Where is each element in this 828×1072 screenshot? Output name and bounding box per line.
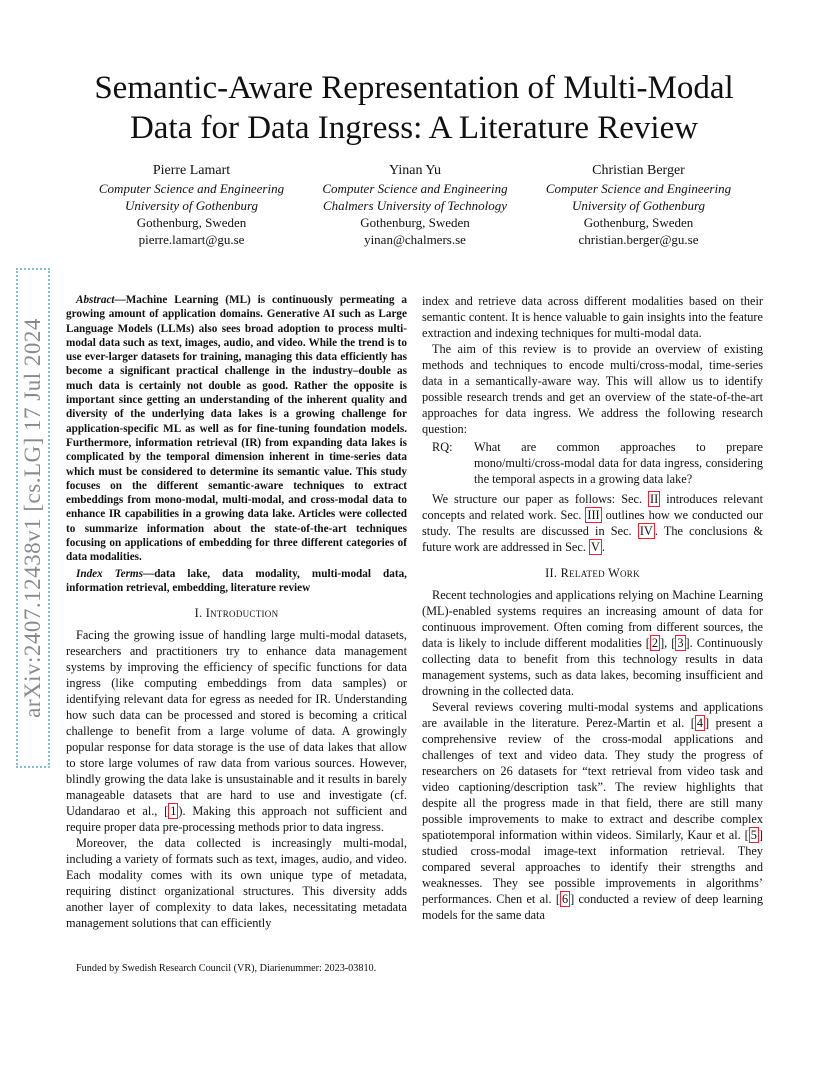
author-department: Computer Science and Engineering [98, 181, 285, 196]
section-ref-link[interactable]: IV [639, 524, 653, 538]
text-run: . [601, 540, 605, 554]
text-run: . The conclusions & future work are addressed in Sec. [422, 524, 763, 554]
citation-link[interactable]: 1 [170, 804, 177, 819]
abstract-text: —Machine Learning (ML) is continuously permeating a growing amount of application domains. Generative AI such as Large Language Models (LLMs) also sees broad adoption to process multi-modal data such as text, images, audio, and video. While the trend is to use ever-larger datasets for training, managing this data efficiently has become a significant practical challenge in the industry–double as much data is certainly not double as good. Rather the opposite is important since getting an understanding of the inherent quality and diversity of the underlying data lakes is a growing challenge for application-specific ML as well as for fine-tuning foundation models. Furthermore, information retrieval (IR) from expanding data lakes is complicated by the temporal dimension inherent in time-series data which must be considered to determine its semantic value. This study focuses on the different semantic-aware techniques to extract embeddings from mono-modal, multi-modal, and cross-modal data to enhance IR capabilities in a growing data lake. Articles were collected to summarize information about the state-of-the-art techniques focusing on applications of embedding for three different categories of data modalities. [66, 294, 407, 564]
citation-link[interactable]: 2 [651, 636, 659, 650]
text-run: outlines how we conducted our study. The results are discussed in Sec. [422, 508, 763, 538]
arxiv-stamp-link[interactable] [16, 268, 50, 768]
text-run: conducted a review of deep learning models for the same data [422, 892, 763, 922]
author-city: Gothenburg, Sweden [583, 215, 694, 230]
author-city: Gothenburg, Sweden [136, 215, 247, 230]
related-paragraph-2: Several reviews covering multi-modal systems and applications are available in the literature. Perez-Martin et al. [ 4 ] present a comprehensive review of the cross-modal applications and challenges of text and video data. They study the progress of researchers on 26 datasets for “text retrieval from video task and video captioning/description task”. The review highlights that despite all the progress made in that field, there are still many possible improvements to make to extract and describe complex spatiotemporal information within videos. Similarly, Kaur et al. [ 5 ] studied cross-modal image-text information retrieval. They compared several approaches to identify their strengths and weaknesses. They see possible improvements in algorithms’ performances. Chen et al. [ 6 ] conducted a review of deep learning models for the same data [422, 700, 763, 922]
author-university: University of Gothenburg [124, 198, 259, 213]
author-university: Chalmers University of Technology [322, 198, 508, 213]
text-run: , [664, 636, 672, 650]
related-paragraph-1: Recent technologies and applications relying on Machine Learning (ML)-enabled systems requires an increasing amount of data for continuous improvement. Often coming from different sources, the data is likely to include different modalities [ 2 ], [ 3 ]. Continuously collecting data to benefit from this technology results in data management systems, such as data lakes, becoming insufficient and drowning in the collected data. [422, 588, 763, 698]
index-terms [66, 567, 407, 596]
intro-paragraph-3: The aim of this review is to provide an overview of existing methods and techniques to encode multi/cross-modal, time-series data in a semantically-aware way. This will allow us to identify possible research trends and get an overview of the state-of-the-art approaches for data ingress. We address the following research question: [422, 342, 763, 436]
author-block [80, 162, 750, 248]
intro-paragraph-2: Moreover, the data collected is increasingly multi-modal, including a variety of formats such as text, images, audio, and video. Each modality comes with its own unique type of metadata, requiring distinct organizational structures. This diversity adds another layer of complexity to data lakes, necessitating metadata management solutions that can efficiently [66, 836, 407, 931]
intro-paragraph-1: Facing the growing issue of handling large multi-modal datasets, researchers and practitioners try to enhance data management systems by improving the efficiency of specific functions for data ingress (like computing embeddings from data samples) or identifying relevant data for egress as needed for IR. Understanding how such data can be processed and stored is becoming a critical challenge to benefit from a large volume of data. A growingly popular response for data storage is the use of data lakes that allow to store large volumes of raw data from various sources. However, blindly growing the data lake is unsustainable and it results in barely manageable datasets that are hard to use and investigate (cf. Udandarao et al., [ 1 ). Making this approach not sufficient and require proper data pre-processing methods prior to data ingress. [66, 628, 407, 835]
author-department: Computer Science and Engineering [545, 181, 732, 196]
intro-paragraph-4 [422, 491, 763, 555]
author-name: Yinan Yu [389, 163, 441, 178]
abstract-label: Abstract [76, 294, 115, 306]
text-run: introduces relevant concepts and related work. Sec. [422, 492, 763, 522]
paper-title: Semantic-Aware Representation of Multi-Modal Data for Data Ingress: A Literature Review [94, 70, 734, 146]
citation-link[interactable]: 4 [696, 716, 704, 730]
text-run: ). Making this approach not sufficient and require proper data pre-processing methods prior to data ingress. [66, 804, 407, 835]
text-run: present a comprehensive review of the cross-modal applications and challenges of text and video data. They study the progress of researchers on 26 datasets for “text retrieval from video task and video captioning/description task”. The review highlights that despite all the progress made in that field, there are still many possible improvements to make to extract and describe complex spatiotemporal information within videos. Similarly, Kaur et al. [422, 716, 763, 842]
citation-link[interactable]: 5 [750, 828, 757, 842]
text-run: Facing the growing issue of handling large multi-modal datasets, researchers and practitioners try to enhance data management systems by improving the efficiency of specific functions for data ingress (like computing embeddings from data samples) or identifying relevant data for egress as needed for IR. Understanding how such data can be processed and stored is becoming a critical challenge to benefit from a large volume of data. A growingly popular response for data storage is the use of data lakes that allow to store large volumes of raw data from various sources. However, blindly growing the data lake is unsustainable and it results in barely manageable datasets that are hard to use and investigate (cf. Udandarao et al., [66, 628, 407, 819]
author-name: Pierre Lamart [152, 163, 231, 178]
author-2 [304, 162, 527, 248]
author-email: pierre.lamart@gu.se [138, 232, 245, 247]
text-run: studied cross-modal image-text information retrieval. They compared several approaches to identify their strengths and weaknesses. They see possible improvements in algorithms’ performances. Chen et al. [422, 844, 763, 906]
section-ref-link[interactable]: II [650, 492, 659, 506]
index-terms-text: —data lake, data modality, multi-modal data, information retrieval, embedding, literature review [66, 567, 407, 594]
rq-text: What are common approaches to prepare mono/multi/cross-modal data for data ingress, considering the temporal aspects in a growing data lake? [474, 440, 763, 486]
author-email: yinan@chalmers.se [364, 232, 466, 247]
left-column [66, 293, 407, 931]
author-university: University of Gothenburg [571, 198, 706, 213]
funding-footnote: Funded by Swedish Research Council (VR), Diarienummer: 2023-03810. [76, 963, 377, 974]
author-department: Computer Science and Engineering [322, 181, 508, 196]
text-run: Several reviews covering multi-modal systems and applications are available in the literature. Perez-Martin et al. [422, 700, 763, 730]
author-name: Christian Berger [592, 163, 685, 178]
rq-label: RQ: [432, 440, 453, 454]
research-question [422, 439, 763, 487]
arxiv-stamp-text: arXiv:2407.12438v1 [cs.LG] 17 Jul 2024 [20, 318, 45, 718]
author-email: christian.berger@gu.se [578, 232, 699, 247]
text-run: . Continuously collecting data to benefit from this technology results in data management systems, such as data lakes, becoming insufficient and drowning in the collected data. [422, 636, 763, 698]
text-run: We structure our paper as follows: Sec. [432, 492, 649, 506]
section-heading-related-work: II. Related Work [545, 566, 640, 580]
author-city: Gothenburg, Sweden [360, 215, 470, 230]
abstract [66, 293, 407, 565]
text-run: Recent technologies and applications relying on Machine Learning (ML)-enabled systems requires an increasing amount of data for continuous improvement. Often coming from different sources, the data is likely to include different modalities [422, 588, 763, 650]
intro-paragraph-2-continued: index and retrieve data across different modalities based on their semantic content. It is hence valuable to gain insights into the feature extraction and indexing techniques for multi-modal data. [422, 294, 763, 340]
section-heading-introduction: I. Introduction [194, 606, 279, 621]
section-ref-link[interactable]: V [590, 540, 600, 554]
right-column [422, 293, 763, 923]
author-3 [527, 162, 750, 248]
citation-link[interactable]: 3 [677, 636, 684, 650]
index-terms-label: Index Terms [76, 567, 143, 580]
section-ref-link[interactable]: III [587, 508, 600, 522]
author-1 [80, 162, 303, 248]
citation-link[interactable]: 6 [561, 892, 569, 906]
